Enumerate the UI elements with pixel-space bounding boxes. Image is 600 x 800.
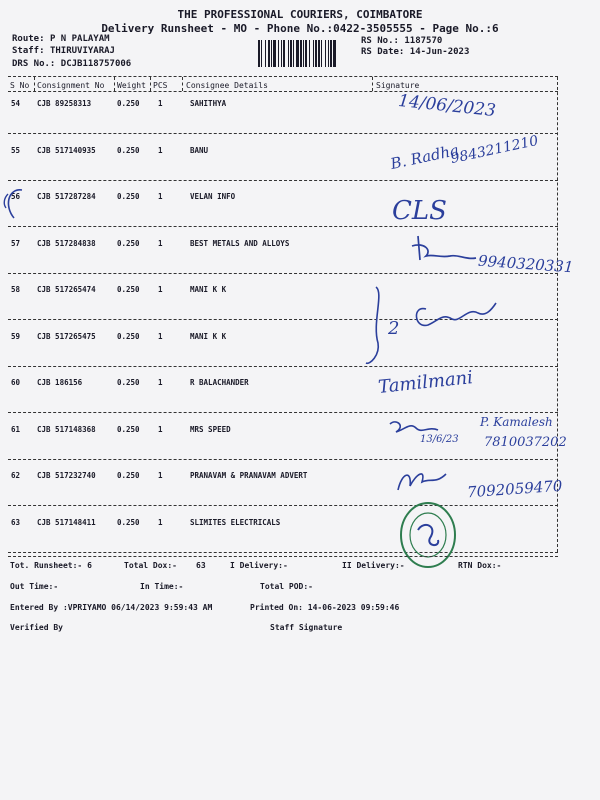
total-dox-value: 63 — [196, 561, 206, 570]
pen-mark-56 — [0, 184, 30, 224]
rs-date-label: RS Date: — [361, 47, 405, 57]
cell-weight: 0.250 — [117, 99, 140, 108]
drs-line — [12, 59, 131, 69]
cell-pcs: 1 — [158, 146, 163, 155]
cell-consignee: MRS SPEED — [190, 425, 231, 434]
cell-sno: 61 — [11, 425, 21, 434]
cell-weight: 0.250 — [117, 332, 140, 341]
out-time-label: Out Time:- — [10, 582, 59, 591]
barcode-bar — [318, 40, 320, 67]
cell-sno: 54 — [11, 99, 21, 108]
barcode-bar — [315, 40, 317, 67]
route-label: Route: — [12, 34, 45, 44]
signature-62-scribble — [392, 464, 452, 498]
signature-61-name: P. Kamalesh — [480, 415, 553, 429]
cell-consignment: CJB 517287284 — [37, 192, 96, 201]
drs-value: DCJB118757006 — [60, 59, 132, 69]
signature-58: 2 — [388, 318, 400, 339]
total-pod-label: Total POD:- — [260, 582, 313, 591]
entered-by: Entered By :VPRIYAMO 06/14/2023 9:59:43 AM — [10, 603, 213, 612]
barcode-bar — [281, 40, 282, 67]
printed-on: Printed On: 14-06-2023 09:59:46 — [250, 603, 400, 612]
col-header-weight: Weight — [117, 81, 146, 90]
row-separator — [8, 459, 558, 460]
barcode-bar — [278, 40, 279, 67]
staff-signature: Staff Signature — [270, 623, 343, 632]
in-time-label: In Time:- — [140, 582, 184, 591]
col-header-consignee: Consignee Details — [186, 81, 268, 90]
signature-61-phone: 7810037202 — [484, 435, 567, 450]
barcode-bar — [309, 40, 310, 67]
barcode-bar — [328, 40, 329, 67]
row-separator — [8, 226, 558, 227]
company-stamp — [398, 500, 458, 570]
signature-57-scribble — [410, 232, 480, 266]
cell-pcs: 1 — [158, 239, 163, 248]
barcode-bar — [313, 40, 314, 67]
barcode-bar — [290, 40, 292, 67]
col-divider — [372, 77, 373, 91]
document-subtitle: Delivery Runsheet - MO - Phone No.:0422-3505555 - Page No.:6 — [101, 22, 499, 35]
barcode-bar — [273, 40, 276, 67]
signature-60: Tamilmani — [377, 367, 474, 398]
barcode-bar — [303, 40, 304, 67]
row-separator — [8, 133, 558, 134]
rtn-dox-label: RTN Dox:- — [458, 561, 502, 570]
total-dox-label: Total Dox:- — [124, 561, 177, 570]
cell-consignment: CJB 517232740 — [37, 471, 96, 480]
signature-55-phone: 9843211210 — [449, 132, 540, 168]
barcode-bar — [283, 40, 285, 67]
row-separator — [8, 180, 558, 181]
cell-weight: 0.250 — [117, 378, 140, 387]
row-separator — [8, 273, 558, 274]
cell-consignment: CJB 89258313 — [37, 99, 92, 108]
cell-consignee: BEST METALS AND ALLOYS — [190, 239, 290, 248]
cell-sno: 58 — [11, 285, 21, 294]
cell-weight: 0.250 — [117, 239, 140, 248]
cell-sno: 63 — [11, 518, 21, 527]
i-delivery-label: I Delivery:- — [230, 561, 288, 570]
verified-by: Verified By — [10, 623, 63, 632]
barcode-bar — [325, 40, 326, 67]
cell-pcs: 1 — [158, 518, 163, 527]
barcode-bar — [305, 40, 307, 67]
col-divider — [150, 77, 151, 91]
cell-consignee: PRANAVAM & PRANAVAM ADVERT — [190, 471, 308, 480]
cell-sno: 60 — [11, 378, 21, 387]
footer-rule — [8, 556, 558, 557]
signature-61-date: 13/6/23 — [420, 434, 459, 445]
barcode-bar — [268, 40, 270, 67]
col-header-signature: Signature — [376, 81, 420, 90]
barcode-bar — [293, 40, 294, 67]
barcode-bar — [330, 40, 332, 67]
drs-label: DRS No.: — [12, 59, 56, 69]
barcode-bar — [296, 40, 299, 67]
signature-58-59-scribble — [356, 283, 506, 369]
staff-label: Staff: — [12, 46, 45, 56]
cell-pcs: 1 — [158, 285, 163, 294]
cell-consignee: MANI K K — [190, 332, 227, 341]
cell-sno: 56 — [11, 192, 21, 201]
rs-date-value: 14-Jun-2023 — [409, 47, 470, 57]
col-header-consignment: Consignment No — [37, 81, 105, 90]
cell-consignee: SLIMITES ELECTRICALS — [190, 518, 281, 527]
staff-value: THIRUVIYARAJ — [49, 46, 115, 56]
col-divider — [34, 77, 35, 91]
signature-57-phone: 9940320331 — [477, 251, 574, 277]
table-header-rule — [8, 91, 558, 92]
rs-no-label: RS No.: — [361, 36, 399, 46]
cell-consignment: CJB 517148411 — [37, 518, 96, 527]
rs-no-value: 1187570 — [404, 36, 443, 46]
rs-no-line — [361, 36, 442, 46]
signature-62-phone: 7092059470 — [466, 476, 563, 502]
cell-weight: 0.250 — [117, 285, 140, 294]
barcode-bar — [265, 40, 266, 67]
cell-sno: 57 — [11, 239, 21, 248]
cell-consignment: CJB 517284838 — [37, 239, 96, 248]
signature-61-scribble — [386, 418, 442, 442]
barcode-bar — [333, 40, 336, 67]
row-separator — [8, 552, 558, 553]
barcode-bar — [261, 40, 262, 67]
cell-weight: 0.250 — [117, 146, 140, 155]
cell-consignment: CJB 517265474 — [37, 285, 96, 294]
ii-delivery-label: II Delivery:- — [342, 561, 405, 570]
cell-weight: 0.250 — [117, 518, 140, 527]
barcode-image — [258, 40, 356, 67]
cell-pcs: 1 — [158, 332, 163, 341]
barcode-bar — [258, 40, 260, 67]
col-header-sno: S No — [10, 81, 30, 90]
cell-pcs: 1 — [158, 192, 163, 201]
cell-consignee: R BALACHANDER — [190, 378, 249, 387]
cell-pcs: 1 — [158, 99, 163, 108]
cell-pcs: 1 — [158, 378, 163, 387]
cell-sno: 62 — [11, 471, 21, 480]
cell-pcs: 1 — [158, 471, 163, 480]
cell-consignee: BANU — [190, 146, 209, 155]
route-value: P N PALAYAM — [49, 34, 110, 44]
cell-sno: 55 — [11, 146, 21, 155]
tot-runsheet: Tot. Runsheet:- 6 — [10, 561, 92, 570]
signature-54: 14/06/2023 — [397, 90, 497, 122]
barcode-bar — [271, 40, 272, 67]
signature-55-name: B. Radha — [388, 140, 461, 174]
cell-pcs: 1 — [158, 425, 163, 434]
cell-weight: 0.250 — [117, 425, 140, 434]
barcode-bar — [300, 40, 302, 67]
barcode-bar — [321, 40, 322, 67]
col-header-pcs: PCS — [153, 81, 168, 90]
document-title: THE PROFESSIONAL COURIERS, COIMBATORE — [177, 8, 423, 21]
cell-consignment: CJB 517265475 — [37, 332, 96, 341]
cell-consignment: CJB 517148368 — [37, 425, 96, 434]
cell-weight: 0.250 — [117, 471, 140, 480]
col-divider — [114, 77, 115, 91]
cell-sno: 59 — [11, 332, 21, 341]
cell-consignee: MANI K K — [190, 285, 227, 294]
cell-consignment: CJB 517140935 — [37, 146, 96, 155]
table-top-rule — [8, 76, 558, 77]
row-separator — [8, 505, 558, 506]
rs-date-line — [361, 47, 469, 57]
signature-56: CLS — [392, 196, 447, 226]
cell-consignment: CJB 186156 — [37, 378, 83, 387]
cell-weight: 0.250 — [117, 192, 140, 201]
barcode-bar — [288, 40, 289, 67]
col-divider — [182, 77, 183, 91]
cell-consignee: SAHITHYA — [190, 99, 227, 108]
staff-line — [12, 46, 115, 56]
row-separator — [8, 412, 558, 413]
route-line — [12, 34, 110, 44]
cell-consignee: VELAN INFO — [190, 192, 236, 201]
